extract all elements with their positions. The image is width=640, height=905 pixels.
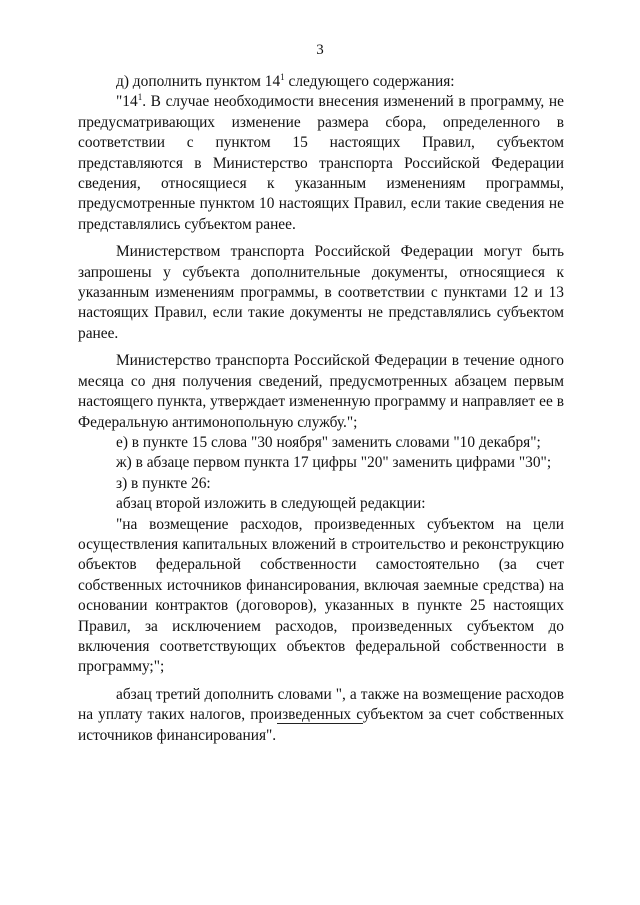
paragraph-new-wording: "на возмещение расходов, произведенных субъектом на цели осуществления капитальных вложений в строительство и реконструкцию объектов федеральной собственности самостоятельно (за счет собственных источников финансирования, включая заемные средства) на основании контрактов (договоров), указанных в пункте 25 настоящих Правил, за исключением расходов, произведенных субъектом до включения соответствующих объектов федеральной собственности в программу;"; [78, 515, 564, 676]
paragraph-third-subparagraph: абзац третий дополнить словами ", а также на возмещение расходов на уплату таких налогов, произведенных субъектом за счет собственных источников финансирования". [78, 685, 564, 744]
superscript-index: 1 [137, 92, 143, 103]
paragraph-text-tail: . В случае необходимости внесения изменений в программу, не предусматривающих изменение размера сбора, определенного в соответствии с пунктом 15 настоящих Правил, субъектом представляются в Министерство транспорта Российской Федерации сведения, относящиеся к указанным изменениям программы, предусмотренные пунктом 10 настоящих Правил, если такие сведения не представлялись субъектом ранее. [78, 93, 564, 233]
paragraph-text: "14 [116, 93, 138, 111]
document-body [78, 72, 564, 746]
paragraph-item-zh: ж) в абзаце первом пункта 17 цифры "20" заменить цифрами "30"; [116, 454, 552, 472]
paragraph-item-e: е) в пункте 15 слова "30 ноября" заменить словами "10 декабря"; [116, 433, 541, 451]
superscript-index: 1 [280, 71, 285, 82]
paragraph-text: д) дополнить пунктом 14 [116, 73, 281, 90]
paragraph-additional-documents: Министерством транспорта Российской Федерации могут быть запрошены у субъекта дополнительные документы, относящиеся к указанным изменениям программы, в соответствии с пунктами 12 и 13 настоящих Правил, если такие документы не представлялись субъектом ранее. [78, 243, 564, 342]
paragraph-item-d [78, 72, 564, 92]
end-of-document-rule [277, 723, 363, 724]
paragraph-ministry-approval: Министерство транспорта Российской Федерации в течение одного месяца со дня получения сведений, предусмотренных абзацем первым настоящего пункта, утверждает измененную программу и направляет ее в Федеральную антимонопольную службу."; [78, 352, 564, 431]
paragraph-second-subparagraph: абзац второй изложить в следующей редакции: [116, 495, 426, 513]
paragraph-item-z: з) в пункте 26: [116, 474, 211, 492]
paragraph-point-14-1 [78, 92, 564, 235]
page-number: 3 [316, 42, 324, 58]
paragraph-text-tail: следующего содержания: [284, 73, 455, 90]
